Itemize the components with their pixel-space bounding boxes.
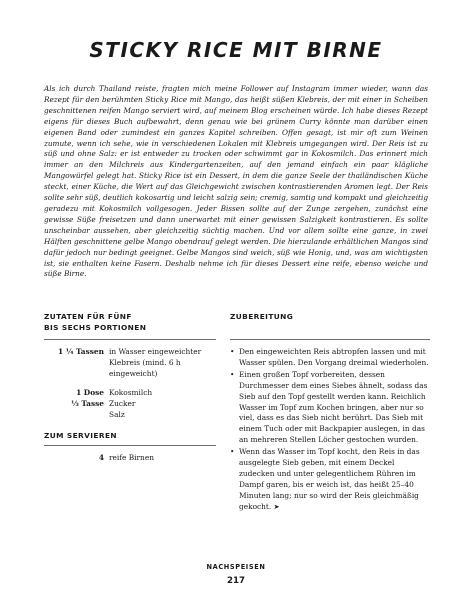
serving-divider — [44, 445, 216, 446]
recipe-title: STICKY RICE MIT BIRNE — [89, 38, 383, 62]
preparation-steps — [230, 347, 430, 513]
ingredient-text: reife Birnen — [109, 453, 154, 463]
continue-arrow-icon: ➤ — [273, 502, 280, 511]
ingredient-text: Salz — [109, 409, 125, 419]
ingredient-row — [44, 453, 216, 464]
ingredients-divider — [44, 339, 216, 340]
ingredient-amount: 4 — [98, 453, 104, 463]
preparation-column — [230, 311, 430, 514]
ingredient-text: in Wasser eingeweichter Klebreis (mind. 6 h eingeweicht) — [109, 347, 202, 378]
ingredient-amount: ⅓ Tasse — [71, 398, 104, 408]
preparation-step: • Wenn das Wasser im Topf kocht, den Reis in das ausgelegte Sieb geben, mit einem Deckel zudecken und unter gelegentlichem Rühren im Dampf garen, bis er weich ist, das heißt 25–40 Minuten lang; nur so wird der Reis gleichmäßig gekocht. ➤ — [230, 447, 430, 512]
preparation-step: • Einen großen Topf vorbereiten, dessen Durchmesser dem eines Siebes ähnelt, sodass das Sieb auf den Topf gestellt werden kann. Reichlich Wasser im Topf zum Kochen bringen, aber nur so viel, dass es das Sieb nicht berührt. Das Sieb mit einem Tuch oder mit Backpapier auslegen, in das an mehreren Stellen Löcher gestochen wurden. — [230, 370, 430, 446]
ingredient-text: Zucker — [109, 398, 136, 408]
preparation-heading: ZUBEREITUNG — [230, 312, 294, 321]
preparation-step: • Den eingeweichten Reis abtropfen lassen und mit Wasser spülen. Den Vorgang dreimal wiederholen. — [230, 347, 430, 369]
ingredients-heading-line2: BIS SECHS PORTIONEN — [44, 323, 147, 332]
section-label: NACHSPEISEN — [206, 563, 266, 571]
serving-heading: ZUM SERVIEREN — [44, 431, 117, 441]
page-number: 217 — [227, 576, 245, 586]
ingredient-row — [44, 388, 216, 399]
intro-paragraph: Als ich durch Thailand reiste, fragten mich meine Follower auf Instagram immer wieder, wann das Rezept für den berühmten Sticky Rice mit Mango, das heißt süßen Klebreis, der mit einer in Scheiben geschnittenen reifen Mango serviert wird, auf meinem Blog erscheinen würde. Ich habe dieses Rezept eigens für dieses Buch aufbewahrt, denn genau wie bei grünem Curry könnte man darüber einen eigenen Band oder zumindest ein ganzes Kapitel schreiben. Offen gesagt, ist mir oft zum Weinen zumute, wenn ich sehe, wie in verschiedenen Lokalen mit Klebreis umgegangen wird. Der Reis ist zu süß und ohne Salz: er ist entweder zu trocken oder schwimmt gar in Kokosmilch. Das erinnert mich immer an den Milchreis aus Kindergartenzeiten, auf den jemand einfach ein paar klägliche Mangowürfel gelegt hat. Sticky Rice ist ein Dessert, in dem die ganze Seele der thailändischen Küche steckt, einer Küche, die Wert auf das Gleichgewicht zwischen kontrastierenden Aromen legt. Der Reis sollte sehr süß, deutlich kokosartig und leicht salzig sein; cremig, samtig und kompakt und gleichzeitig geradezu mit Kokosmilch vollgesogen. Jeder Bissen sollte auf der Zunge zergehen, zunächst eine gewisse Süße freisetzen und dann unerwartet mit einer gewissen Salzigkeit kontrastieren. Es sollte unscheinbar aussehen, aber gleichzeitig süchtig machen. Und vor allem sollte eine ganze, in zwei Hälften geschnittene gelbe Mango obendrauf gelegt werden. Die hierzulande erhältlichen Mangos sind dafür jedoch nur bedingt geeignet. Gelbe Mangos sind weich, süß wie Honig, und, was am wichtigsten ist, sie enthalten keine Fasern. Deshalb nehme ich für dieses Dessert eine reife, ebenso weiche und süße Birne. — [44, 84, 428, 279]
ingredients-heading-line1: ZUTATEN FÜR FÜNF — [44, 312, 132, 321]
ingredient-text: Kokosmilch — [109, 387, 153, 397]
ingredient-row — [44, 399, 216, 410]
ingredient-row — [44, 347, 216, 380]
preparation-divider — [230, 339, 430, 340]
ingredient-amount — [44, 410, 109, 421]
ingredient-amount: 1 Dose — [76, 387, 104, 397]
ingredient-row — [44, 410, 216, 421]
ingredient-amount: 1 ¼ Tassen — [58, 347, 104, 356]
ingredients-column — [44, 311, 216, 464]
